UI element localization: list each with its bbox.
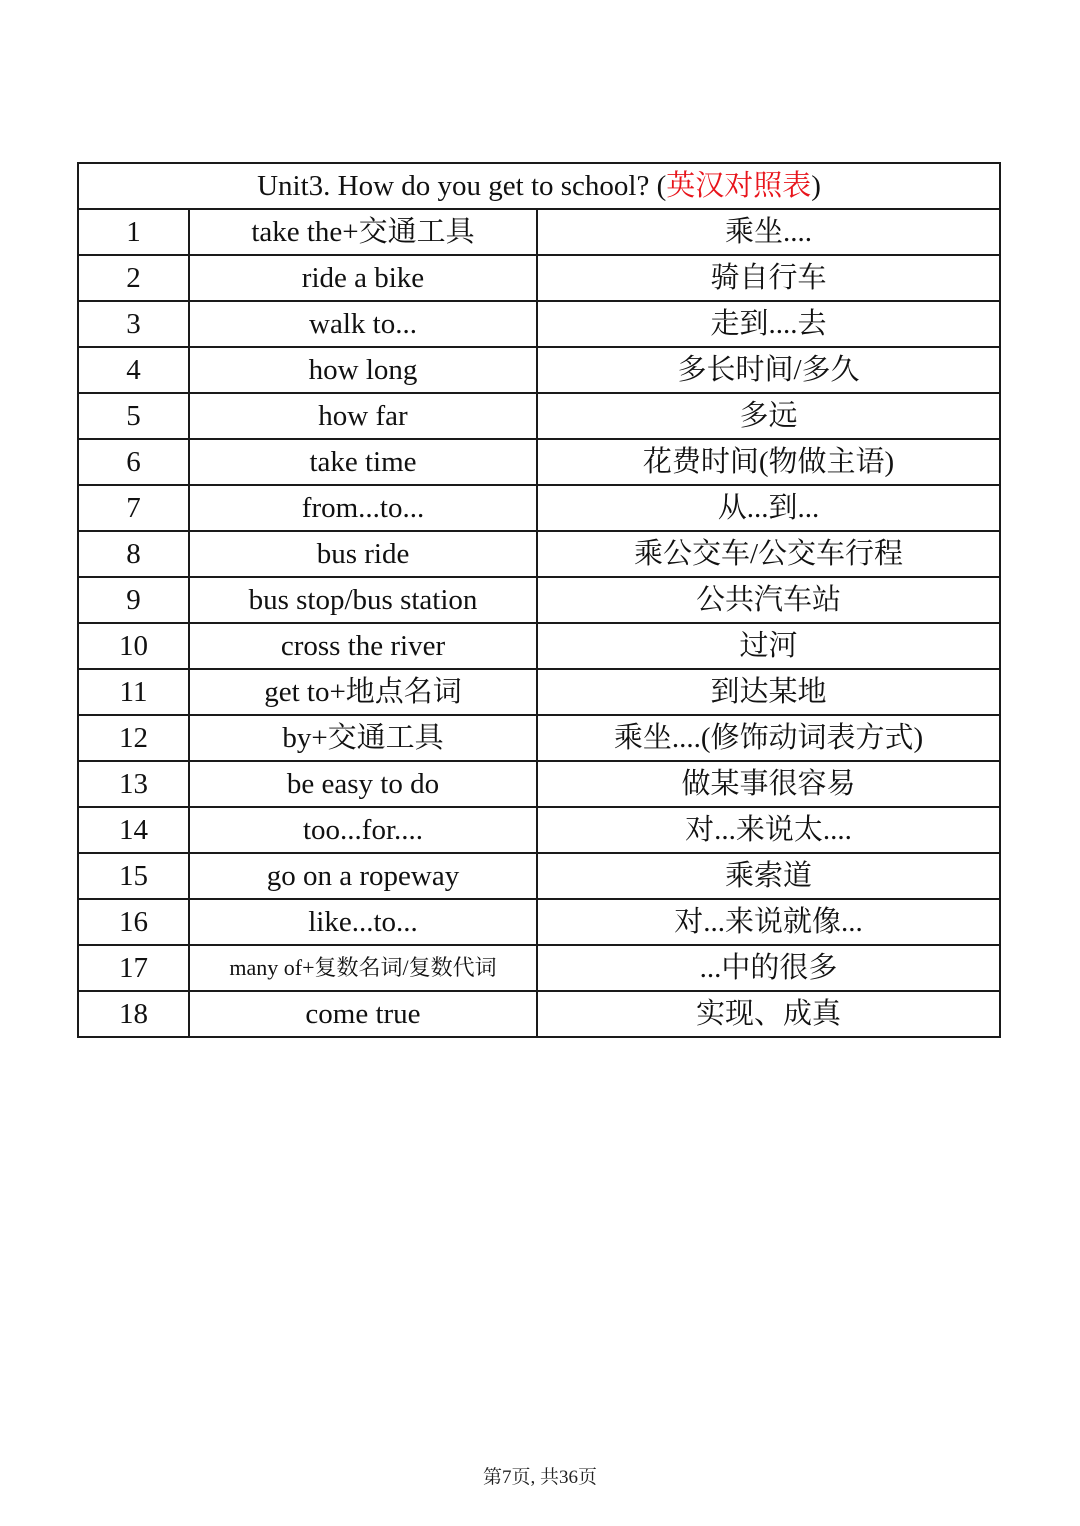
table-row xyxy=(78,255,1000,301)
table-row xyxy=(78,577,1000,623)
chinese-meaning: 乘索道 xyxy=(537,853,1000,899)
english-phrase: many of+复数名词/复数代词 xyxy=(189,945,537,991)
english-phrase: take the+交通工具 xyxy=(189,209,537,255)
table-row xyxy=(78,301,1000,347)
table-row xyxy=(78,945,1000,991)
row-number: 16 xyxy=(78,899,189,945)
chinese-meaning: 从...到... xyxy=(537,485,1000,531)
english-phrase: go on a ropeway xyxy=(189,853,537,899)
row-number: 2 xyxy=(78,255,189,301)
english-phrase: how long xyxy=(189,347,537,393)
table-row xyxy=(78,393,1000,439)
chinese-meaning: ...中的很多 xyxy=(537,945,1000,991)
chinese-meaning: 多长时间/多久 xyxy=(537,347,1000,393)
row-number: 12 xyxy=(78,715,189,761)
table-row xyxy=(78,853,1000,899)
chinese-meaning: 多远 xyxy=(537,393,1000,439)
table-row xyxy=(78,439,1000,485)
table-row xyxy=(78,715,1000,761)
english-phrase: how far xyxy=(189,393,537,439)
chinese-meaning: 对...来说太.... xyxy=(537,807,1000,853)
chinese-meaning: 花费时间(物做主语) xyxy=(537,439,1000,485)
row-number: 14 xyxy=(78,807,189,853)
row-number: 7 xyxy=(78,485,189,531)
english-phrase: from...to... xyxy=(189,485,537,531)
row-number: 13 xyxy=(78,761,189,807)
english-phrase: take time xyxy=(189,439,537,485)
english-phrase: too...for.... xyxy=(189,807,537,853)
table-row xyxy=(78,531,1000,577)
row-number: 1 xyxy=(78,209,189,255)
row-number: 5 xyxy=(78,393,189,439)
row-number: 9 xyxy=(78,577,189,623)
chinese-meaning: 乘坐....(修饰动词表方式) xyxy=(537,715,1000,761)
english-phrase: walk to... xyxy=(189,301,537,347)
english-phrase: by+交通工具 xyxy=(189,715,537,761)
title-highlight: 英汉对照表 xyxy=(666,170,812,202)
chinese-meaning: 乘公交车/公交车行程 xyxy=(537,531,1000,577)
title-prefix: Unit3. How do you get to school? ( xyxy=(257,170,667,202)
chinese-meaning: 乘坐.... xyxy=(537,209,1000,255)
title-suffix: ) xyxy=(811,170,821,202)
english-phrase: bus stop/bus station xyxy=(189,577,537,623)
table-row xyxy=(78,623,1000,669)
table-row xyxy=(78,899,1000,945)
english-phrase: like...to... xyxy=(189,899,537,945)
row-number: 15 xyxy=(78,853,189,899)
chinese-meaning: 实现、成真 xyxy=(537,991,1000,1037)
table-row xyxy=(78,669,1000,715)
english-phrase: bus ride xyxy=(189,531,537,577)
table-row xyxy=(78,807,1000,853)
table-row xyxy=(78,209,1000,255)
english-phrase: ride a bike xyxy=(189,255,537,301)
table-row xyxy=(78,485,1000,531)
row-number: 18 xyxy=(78,991,189,1037)
chinese-meaning: 到达某地 xyxy=(537,669,1000,715)
page-footer: 第7页, 共36页 xyxy=(482,1467,597,1488)
table-title-row xyxy=(78,163,1000,209)
row-number: 4 xyxy=(78,347,189,393)
english-phrase: cross the river xyxy=(189,623,537,669)
chinese-meaning: 公共汽车站 xyxy=(537,577,1000,623)
row-number: 3 xyxy=(78,301,189,347)
table-row xyxy=(78,761,1000,807)
table-row xyxy=(78,991,1000,1037)
chinese-meaning: 骑自行车 xyxy=(537,255,1000,301)
english-phrase: get to+地点名词 xyxy=(189,669,537,715)
english-phrase: be easy to do xyxy=(189,761,537,807)
vocabulary-table xyxy=(77,162,1001,1038)
english-phrase: come true xyxy=(189,991,537,1037)
chinese-meaning: 对...来说就像... xyxy=(537,899,1000,945)
row-number: 10 xyxy=(78,623,189,669)
chinese-meaning: 做某事很容易 xyxy=(537,761,1000,807)
chinese-meaning: 走到....去 xyxy=(537,301,1000,347)
chinese-meaning: 过河 xyxy=(537,623,1000,669)
row-number: 17 xyxy=(78,945,189,991)
table-row xyxy=(78,347,1000,393)
row-number: 11 xyxy=(78,669,189,715)
table-title xyxy=(78,163,1000,209)
row-number: 8 xyxy=(78,531,189,577)
row-number: 6 xyxy=(78,439,189,485)
